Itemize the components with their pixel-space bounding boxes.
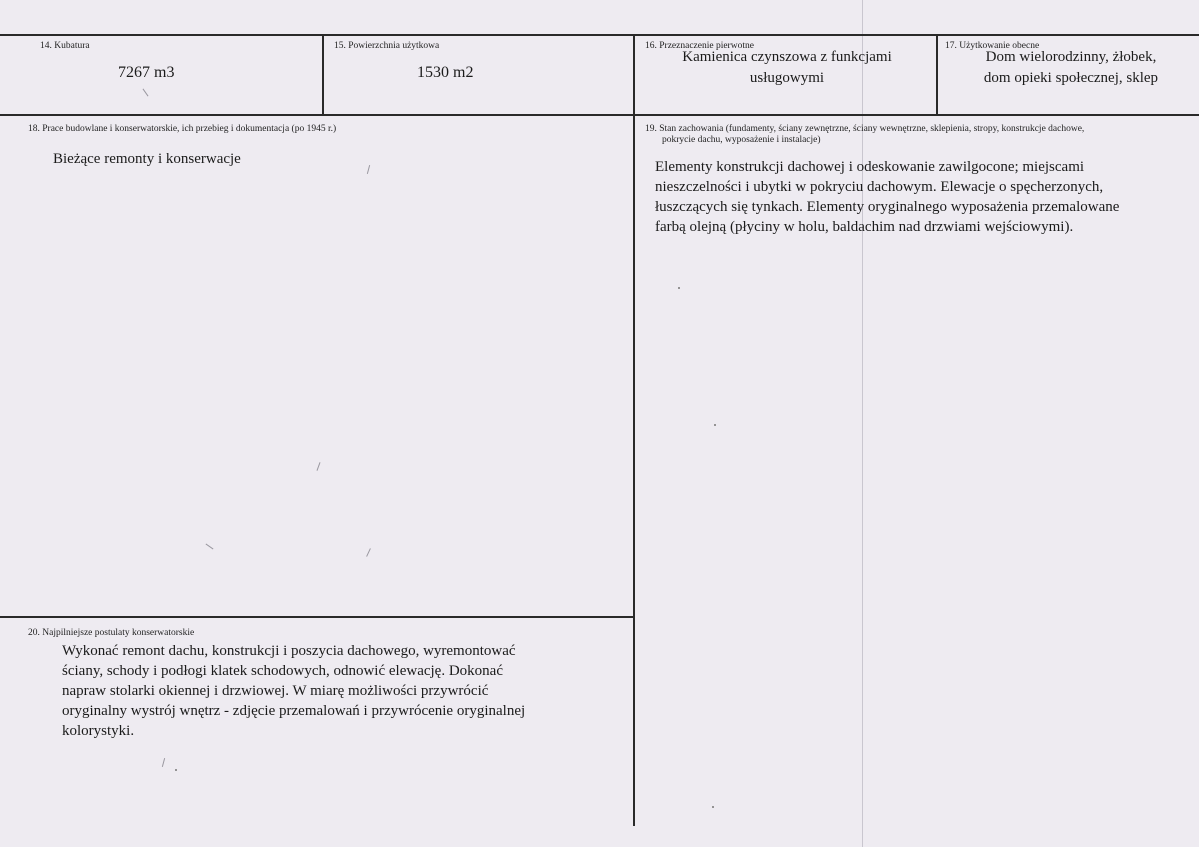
prace-label: 18. Prace budowlane i konserwatorskie, ich przebieg i dokumentacja (po 1945 r.) [28,124,337,134]
prace-value: Bieżące remonty i konserwacje [53,151,241,167]
scan-dot [175,769,177,771]
uzytkowanie-value-line1: Dom wielorodzinny, żłobek, [985,49,1157,65]
stan-line: nieszczelności i ubytki w pokryciu dachowym. Elewacje o spęcherzonych, [655,179,1104,195]
postulaty-line: Wykonać remont dachu, konstrukcji i poszycia dachowego, wyremontować [62,643,516,659]
top-border [0,34,1199,36]
przeznaczenie-value-line2: usługowymi [749,70,825,86]
powierzchnia-value: 1530 m2 [417,64,474,81]
scan-speck [162,758,165,767]
stan-line: łuszczących się tynkach. Elementy oryginalnego wyposażenia przemalowane [655,199,1120,215]
row1-bottom-border [0,114,1199,116]
scan-speck [316,462,320,471]
stan-line: farbą olejną (płyciny w holu, baldachim nad drzwiami wejściowymi). [655,219,1074,235]
main-vertical-divider [633,34,635,826]
postulaty-label: 20. Najpilniejsze postulaty konserwatorskie [28,628,195,638]
stan-line: Elementy konstrukcji dachowej i odeskowanie zawilgocone; miejscami [655,159,1085,175]
scan-dot [678,287,680,289]
stan-label-line1: 19. Stan zachowania (fundamenty, ściany zewnętrzne, ściany wewnętrzne, sklepienia, stropy, konstrukcje dachowe, [645,124,1085,134]
scan-speck [367,165,370,174]
postulaty-line: ściany, schody i podłogi klatek schodowych, odnowić elewację. Dokonać [62,663,503,679]
kubatura-value: 7267 m3 [118,64,175,81]
uzytkowanie-value-line2: dom opieki społecznej, sklep [983,70,1159,86]
scan-speck [366,548,371,557]
postulaty-line: oryginalny wystrój wnętrz - zdjęcie przemalowań i przywrócenie oryginalnej [62,703,526,719]
postulaty-line: napraw stolarki okiennej i drzwiowej. W miarę możliwości przywrócić [62,683,489,699]
kubatura-label: 14. Kubatura [40,41,90,51]
scan-dot [712,806,714,808]
postulaty-line: kolorystyki. [62,723,135,739]
divider-16-17 [936,34,938,116]
uzytkowanie-label: 17. Użytkowanie obecne [945,41,1040,51]
scan-dot [714,424,716,426]
row-20-top-border [0,616,635,618]
scan-speck [143,89,149,97]
scan-speck [206,544,214,550]
stan-label-line2: pokrycie dachu, wyposażenie i instalacje) [662,135,821,145]
przeznaczenie-label: 16. Przeznaczenie pierwotne [645,41,754,51]
powierzchnia-label: 15. Powierzchnia użytkowa [334,41,440,51]
divider-14-15 [322,34,324,116]
przeznaczenie-value-line1: Kamienica czynszowa z funkcjami [682,49,892,65]
